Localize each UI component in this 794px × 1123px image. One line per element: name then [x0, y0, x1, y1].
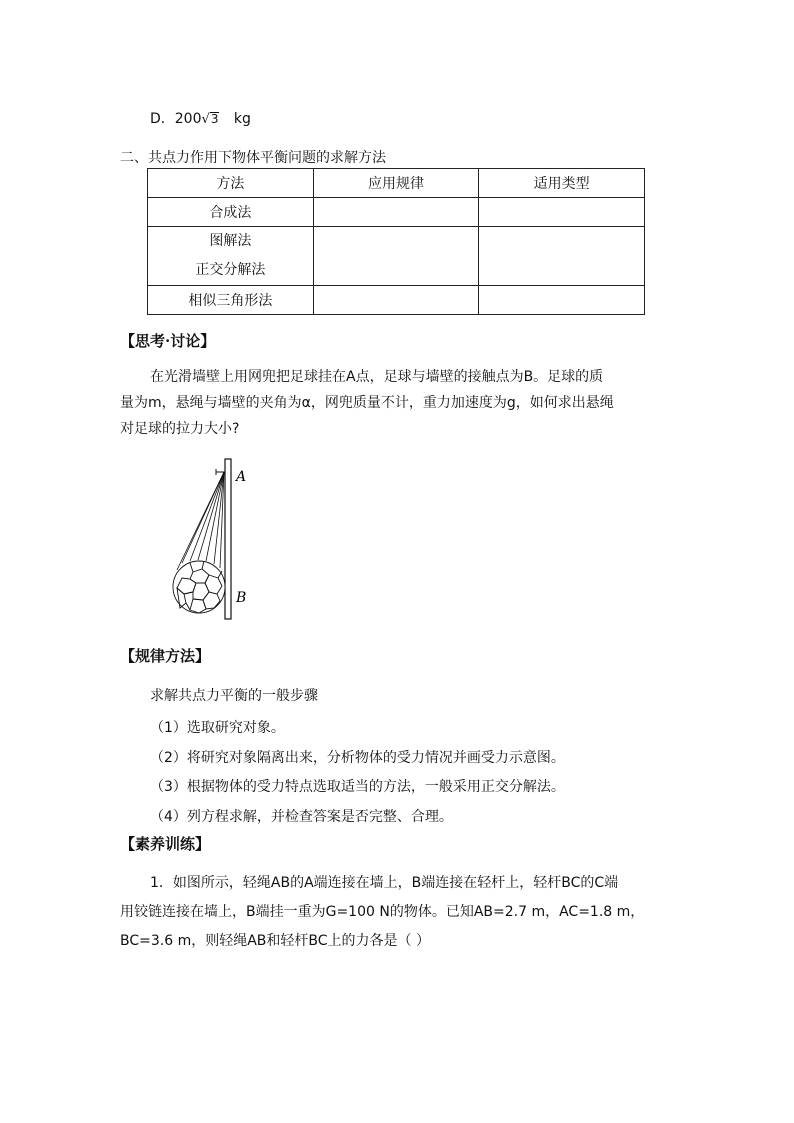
option-d-unit: kg [233, 111, 251, 127]
think-line: 在光滑墙壁上用网兜把足球挂在A点，足球与墙壁的接触点为B。足球的质 [150, 369, 604, 385]
problem-line: BC=3.6 m，则轻绳AB和轻杆BC上的力各是（ ） [120, 933, 430, 949]
rule-step: （1）选取研究对象。 [150, 720, 285, 736]
net-strings [177, 472, 224, 570]
method-cell: 合成法 [148, 198, 314, 227]
think-line: 对足球的拉力大小? [120, 421, 240, 437]
rule-cell [313, 198, 479, 227]
type-cell [479, 227, 645, 286]
methods-table [147, 168, 645, 315]
problem-line: 用铰链连接在墙上，B端挂一重为G=100 N的物体。已知AB=2.7 m，AC=1.8 m， [120, 904, 645, 920]
type-cell [479, 286, 645, 315]
radicand: 3 [210, 112, 219, 126]
rule-cell [313, 227, 479, 286]
sqrt-expression [202, 111, 220, 127]
rule-cell [313, 286, 479, 315]
rule-step: （3）根据物体的受力特点选取适当的方法，一般采用正交分解法。 [150, 779, 565, 795]
table-row [148, 198, 645, 227]
table-row [148, 286, 645, 315]
label-a: A [236, 469, 247, 485]
rule-step: （2）将研究对象隔离出来，分析物体的受力情况并画受力示意图。 [150, 749, 565, 766]
ball-on-wall-figure [160, 455, 270, 625]
rules-heading: 【规律方法】 [120, 647, 211, 665]
radical-sign: √ [201, 112, 210, 127]
option-d [150, 108, 251, 128]
football [173, 561, 225, 613]
wall [225, 459, 231, 619]
method-line: 正交分解法 [195, 262, 266, 278]
option-d-prefix: D．200 [150, 111, 202, 127]
training-problem [120, 869, 644, 956]
rules-intro: 求解共点力平衡的一般步骤 [150, 688, 318, 704]
rule-step: （4）列方程求解，并检查答案是否完整、合理。 [150, 808, 453, 825]
header-method: 方法 [148, 169, 314, 198]
think-paragraph [120, 364, 614, 442]
header-type: 适用类型 [479, 169, 645, 198]
label-b: B [236, 590, 247, 606]
problem-line: 1．如图所示，轻绳AB的A端连接在墙上，B端连接在轻杆上，轻杆BC的C端 [150, 875, 619, 891]
think-line: 量为m，悬绳与墙壁的夹角为α，网兜质量不计，重力加速度为g，如何求出悬绳 [120, 395, 614, 411]
rules-steps [150, 714, 565, 832]
type-cell [479, 198, 645, 227]
header-rule: 应用规律 [313, 169, 479, 198]
training-heading: 【素养训练】 [120, 835, 211, 853]
think-heading: 【思考·讨论】 [120, 332, 216, 350]
method-line: 图解法 [209, 233, 252, 249]
section2-title: 二、共点力作用下物体平衡问题的求解方法 [120, 150, 386, 166]
method-cell [148, 227, 314, 286]
table-row [148, 227, 645, 286]
method-cell: 相似三角形法 [148, 286, 314, 315]
table-header-row [148, 169, 645, 198]
